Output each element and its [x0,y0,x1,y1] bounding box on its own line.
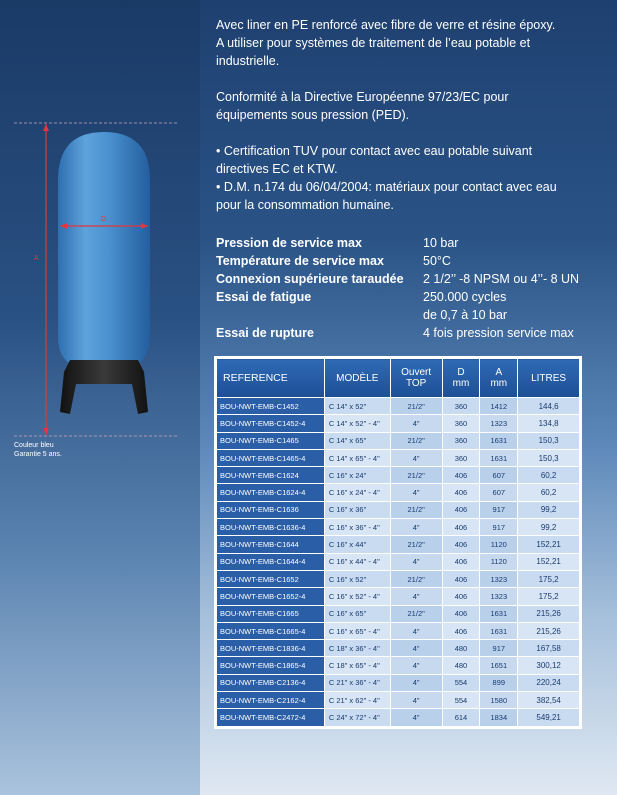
spec-label: Essai de fatigue [216,290,312,304]
table-row [217,501,580,518]
cell-reference: BOU-NWT-EMB-C1665 [217,605,325,622]
table-row [217,605,580,622]
cell-modele: C 14" x 52" [324,398,390,415]
cell-litres: 99,2 [518,519,580,536]
cell-litres: 60,2 [518,484,580,501]
cell-a: 1323 [480,588,518,605]
tank-body [58,132,150,372]
table-row [217,657,580,674]
desc-line: directives EC et KTW. [216,162,338,176]
cell-a: 1580 [480,692,518,709]
cell-a: 917 [480,519,518,536]
cell-modele: C 16" x 24" - 4" [324,484,390,501]
table-row [217,536,580,553]
cell-litres: 220,24 [518,674,580,691]
cell-top: 21/2" [390,570,442,587]
cell-d: 406 [442,588,480,605]
cell-reference: BOU-NWT-EMB-C1624 [217,467,325,484]
cell-d: 554 [442,674,480,691]
cell-d: 406 [442,519,480,536]
desc-line: • Certification TUV pour contact avec eau potable suivant [216,144,533,158]
caption-color: Couleur bleu [14,442,54,449]
height-arrow-top [43,124,49,131]
header-d: D mm [442,359,480,398]
cell-a: 1651 [480,657,518,674]
table-row [217,640,580,657]
cell-litres: 99,2 [518,501,580,518]
cell-a: 1834 [480,709,518,726]
cell-top: 4" [390,553,442,570]
height-arrow-bottom [43,428,49,435]
desc-line: équipements sous pression (PED). [216,108,410,122]
cell-litres: 175,2 [518,588,580,605]
cell-top: 21/2" [390,536,442,553]
table-row [217,570,580,587]
spec-label [216,306,423,324]
spec-value: 4 fois pression service max [423,326,574,340]
cell-reference: BOU-NWT-EMB-C1644 [217,536,325,553]
cell-a: 899 [480,674,518,691]
spec-row [216,288,611,306]
cell-top: 4" [390,588,442,605]
cell-d: 406 [442,536,480,553]
cell-a: 1323 [480,415,518,432]
spec-row [216,324,611,342]
table-row [217,432,580,449]
spec-row [216,270,611,288]
cell-modele: C 16" x 36" [324,501,390,518]
tank-caption [14,441,134,459]
cell-litres: 167,58 [518,640,580,657]
table-row [217,519,580,536]
header-litres: LITRES [518,359,580,398]
cell-a: 1120 [480,553,518,570]
spec-row [216,306,611,324]
spec-value: 2 1/2’’ -8 NPSM ou 4’’- 8 UN [423,272,580,286]
cell-a: 1412 [480,398,518,415]
table-row [217,692,580,709]
cell-top: 21/2" [390,501,442,518]
table-row [217,709,580,726]
table-row [217,484,580,501]
cell-top: 4" [390,657,442,674]
cell-a: 1323 [480,570,518,587]
cell-litres: 134,8 [518,415,580,432]
cell-litres: 300,12 [518,657,580,674]
table-row [217,553,580,570]
cell-modele: C 16" x 65" [324,605,390,622]
cell-litres: 549,21 [518,709,580,726]
cell-litres: 150,3 [518,432,580,449]
header-a: A mm [480,359,518,398]
cell-top: 4" [390,709,442,726]
cell-d: 480 [442,640,480,657]
cell-reference: BOU-NWT-EMB-C1652 [217,570,325,587]
cell-reference: BOU-NWT-EMB-C2472-4 [217,709,325,726]
cell-d: 614 [442,709,480,726]
table-row [217,467,580,484]
spec-label: Connexion supérieure taraudée [216,272,404,286]
tank-illustration [0,110,200,455]
cell-a: 1120 [480,536,518,553]
cell-reference: BOU-NWT-EMB-C1465-4 [217,449,325,466]
cell-a: 1631 [480,432,518,449]
cell-top: 4" [390,519,442,536]
desc-line: Avec liner en PE renforcé avec fibre de verre et résine époxy. [216,18,556,32]
cell-top: 21/2" [390,432,442,449]
cell-top: 21/2" [390,467,442,484]
spec-value: de 0,7 à 10 bar [423,308,508,322]
cell-modele: C 18" x 65" - 4" [324,657,390,674]
table-row [217,588,580,605]
tank-base [60,360,148,414]
cell-d: 406 [442,467,480,484]
cell-top: 4" [390,640,442,657]
desc-line: Conformité à la Directive Européenne 97/23/EC pour [216,90,509,104]
cell-top: 21/2" [390,398,442,415]
cell-modele: C 14" x 65" [324,432,390,449]
cell-d: 360 [442,449,480,466]
table-header-row [217,359,580,398]
cell-reference: BOU-NWT-EMB-C1452-4 [217,415,325,432]
caption-warranty: Garantie 5 ans. [14,451,62,458]
table-row [217,622,580,639]
spec-row [216,234,611,252]
cell-litres: 152,21 [518,553,580,570]
cell-litres: 60,2 [518,467,580,484]
header-top: Ouvert TOP [390,359,442,398]
spec-value: 50°C [423,254,451,268]
table-row [217,398,580,415]
label-d: D [101,216,107,223]
cell-d: 480 [442,657,480,674]
cell-a: 917 [480,501,518,518]
label-a: A [34,255,39,262]
desc-line: pour la consommation humaine. [216,198,394,212]
desc-line: • D.M. n.174 du 06/04/2004: matériaux pour contact avec eau [216,180,557,194]
desc-line: A utiliser pour systèmes de traitement de l’eau potable et [216,36,531,50]
cell-d: 406 [442,622,480,639]
cell-a: 1631 [480,622,518,639]
cell-reference: BOU-NWT-EMB-C1624-4 [217,484,325,501]
spec-row [216,252,611,270]
cell-d: 406 [442,570,480,587]
cell-d: 360 [442,415,480,432]
cell-top: 4" [390,484,442,501]
table-row [217,449,580,466]
product-table [214,356,582,729]
cell-modele: C 16" x 52" [324,570,390,587]
cell-a: 1631 [480,449,518,466]
header-reference: REFERENCE [217,359,325,398]
cell-top: 4" [390,674,442,691]
cell-a: 607 [480,484,518,501]
cell-reference: BOU-NWT-EMB-C2162-4 [217,692,325,709]
cell-reference: BOU-NWT-EMB-C2136-4 [217,674,325,691]
spec-label: Pression de service max [216,236,362,250]
cell-litres: 215,26 [518,622,580,639]
cell-top: 4" [390,415,442,432]
cell-d: 406 [442,553,480,570]
cell-a: 607 [480,467,518,484]
cell-top: 21/2" [390,605,442,622]
cell-top: 4" [390,449,442,466]
spec-value: 10 bar [423,236,459,250]
cell-modele: C 16" x 65" - 4" [324,622,390,639]
cell-d: 554 [442,692,480,709]
cell-litres: 382,54 [518,692,580,709]
table [216,358,580,727]
cell-reference: BOU-NWT-EMB-C1452 [217,398,325,415]
cell-modele: C 21" x 62" - 4" [324,692,390,709]
cell-a: 917 [480,640,518,657]
desc-line: industrielle. [216,54,280,68]
cell-modele: C 18" x 36" - 4" [324,640,390,657]
cell-modele: C 14" x 52" - 4" [324,415,390,432]
spec-label: Essai de rupture [216,326,314,340]
spec-value: 250.000 cycles [423,290,507,304]
cell-d: 360 [442,432,480,449]
table-row [217,674,580,691]
cell-modele: C 16" x 36" - 4" [324,519,390,536]
cell-a: 1631 [480,605,518,622]
specifications [216,234,611,342]
cell-reference: BOU-NWT-EMB-C1644-4 [217,553,325,570]
spec-label: Température de service max [216,254,384,268]
cell-litres: 175,2 [518,570,580,587]
cell-reference: BOU-NWT-EMB-C1652-4 [217,588,325,605]
cell-litres: 152,21 [518,536,580,553]
cell-reference: BOU-NWT-EMB-C1836-4 [217,640,325,657]
cell-reference: BOU-NWT-EMB-C1465 [217,432,325,449]
cell-reference: BOU-NWT-EMB-C1636-4 [217,519,325,536]
cell-modele: C 16" x 52" - 4" [324,588,390,605]
table-row [217,415,580,432]
cell-modele: C 16" x 44" - 4" [324,553,390,570]
description [216,16,606,214]
header-modele: MODÈLE [324,359,390,398]
cell-litres: 215,26 [518,605,580,622]
cell-reference: BOU-NWT-EMB-C1865-4 [217,657,325,674]
cell-modele: C 16" x 24" [324,467,390,484]
cell-d: 360 [442,398,480,415]
cell-modele: C 24" x 72" - 4" [324,709,390,726]
cell-reference: BOU-NWT-EMB-C1665-4 [217,622,325,639]
cell-d: 406 [442,605,480,622]
cell-litres: 144,6 [518,398,580,415]
cell-reference: BOU-NWT-EMB-C1636 [217,501,325,518]
cell-litres: 150,3 [518,449,580,466]
cell-modele: C 16" x 44" [324,536,390,553]
cell-d: 406 [442,501,480,518]
cell-modele: C 14" x 65" - 4" [324,449,390,466]
cell-top: 4" [390,692,442,709]
cell-top: 4" [390,622,442,639]
cell-modele: C 21" x 36" - 4" [324,674,390,691]
cell-d: 406 [442,484,480,501]
